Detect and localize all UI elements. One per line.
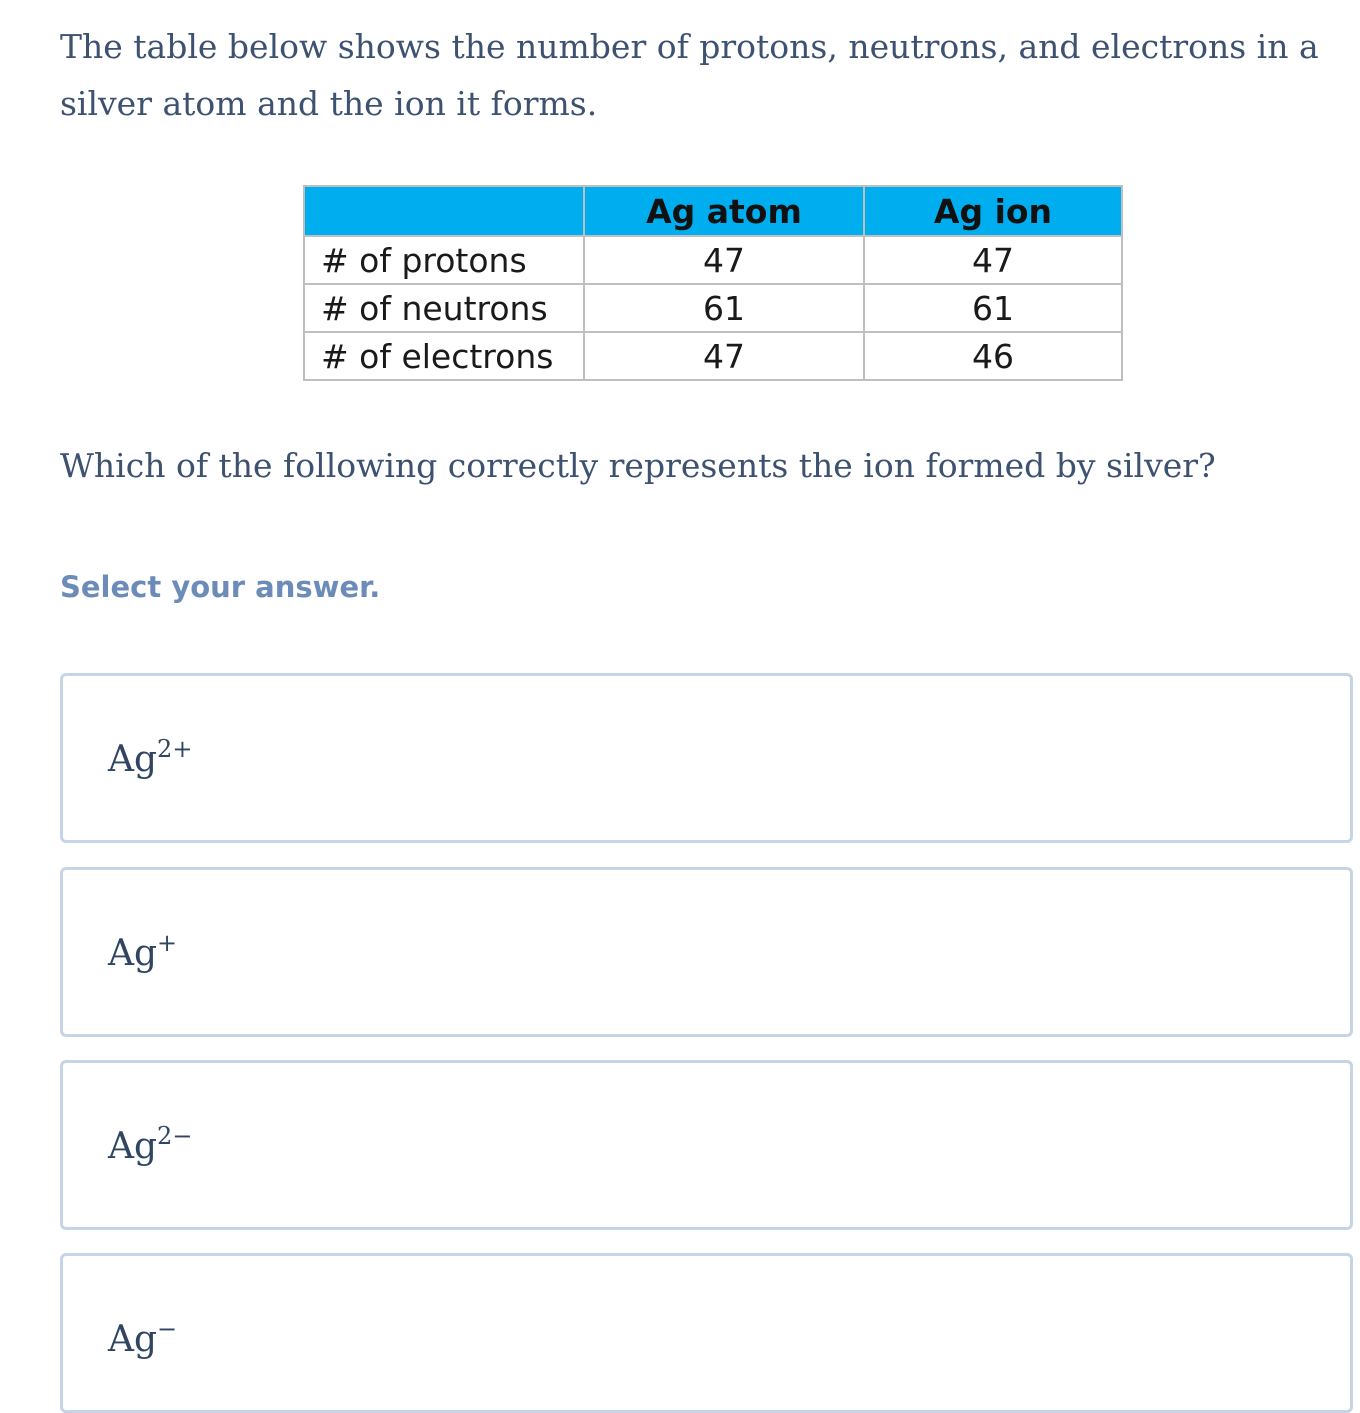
select-answer-label: Select your answer. xyxy=(60,570,381,604)
particle-count-table xyxy=(303,185,1123,381)
table-row xyxy=(304,332,1122,380)
table-header-row xyxy=(304,186,1122,236)
answer-choice-ag-minus[interactable] xyxy=(60,1253,1353,1413)
choice-text xyxy=(108,929,178,976)
answer-choice-ag-plus[interactable] xyxy=(60,867,1353,1037)
table-row xyxy=(304,236,1122,284)
choice-text xyxy=(108,1315,178,1362)
answer-choice-ag-2plus[interactable] xyxy=(60,673,1353,843)
choice-charge: + xyxy=(157,929,178,957)
table-header-blank xyxy=(304,186,584,236)
choice-charge: − xyxy=(157,1315,178,1343)
table-header-ag-atom: Ag atom xyxy=(584,186,864,236)
choice-charge: 2− xyxy=(157,1122,193,1150)
row-label-electrons: # of electrons xyxy=(304,332,584,380)
cell-ion-protons: 47 xyxy=(864,236,1122,284)
choice-symbol: Ag xyxy=(108,933,158,974)
choice-charge: 2+ xyxy=(157,735,193,763)
cell-ion-electrons: 46 xyxy=(864,332,1122,380)
question-prompt: Which of the following correctly represents the ion formed by silver? xyxy=(60,446,1216,485)
choice-symbol: Ag xyxy=(108,1319,158,1360)
choice-symbol: Ag xyxy=(108,1126,158,1167)
cell-ion-neutrons: 61 xyxy=(864,284,1122,332)
cell-atom-protons: 47 xyxy=(584,236,864,284)
choice-text xyxy=(108,1122,193,1169)
row-label-neutrons: # of neutrons xyxy=(304,284,584,332)
row-label-protons: # of protons xyxy=(304,236,584,284)
choice-text xyxy=(108,735,193,782)
choice-symbol: Ag xyxy=(108,739,158,780)
table-row xyxy=(304,284,1122,332)
cell-atom-neutrons: 61 xyxy=(584,284,864,332)
table-header-ag-ion: Ag ion xyxy=(864,186,1122,236)
cell-atom-electrons: 47 xyxy=(584,332,864,380)
answer-choice-ag-2minus[interactable] xyxy=(60,1060,1353,1230)
question-intro: The table below shows the number of protons, neutrons, and electrons in a silver atom and the ion it forms. xyxy=(60,27,1319,123)
